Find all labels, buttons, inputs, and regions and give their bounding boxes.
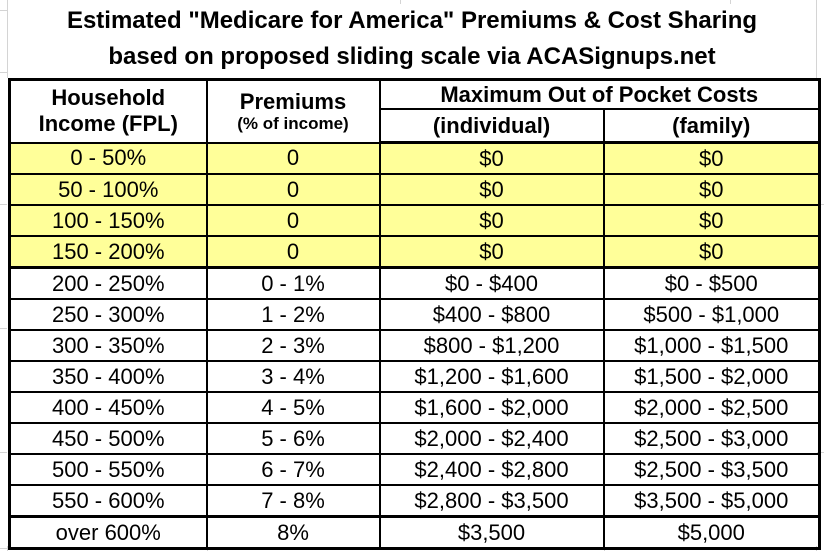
- cell-moop-individual: $0: [380, 143, 604, 175]
- header-moop: Maximum Out of Pocket Costs: [380, 80, 820, 110]
- cell-moop-family: $0: [604, 143, 820, 175]
- table-row: [10, 485, 820, 517]
- header-premiums: [207, 80, 380, 143]
- header-moop-family: (family): [604, 109, 820, 143]
- table-row: [10, 174, 820, 205]
- cell-moop-individual: $3,500: [380, 517, 604, 549]
- header-household-income: [10, 80, 207, 143]
- table-row: [10, 143, 820, 175]
- cell-household-income: over 600%: [10, 517, 207, 549]
- title-block: [0, 3, 824, 75]
- cell-moop-individual: $2,000 - $2,400: [380, 423, 604, 454]
- title-line-1: Estimated "Medicare for America" Premiums & Cost Sharing: [66, 7, 758, 34]
- cell-premium: 4 - 5%: [207, 392, 380, 423]
- header-premiums-sublabel: (% of income): [237, 113, 349, 133]
- cell-moop-individual: $400 - $800: [380, 299, 604, 330]
- cell-moop-family: $2,500 - $3,500: [604, 454, 820, 485]
- cell-premium: 7 - 8%: [207, 485, 380, 517]
- cell-household-income: 550 - 600%: [10, 485, 207, 517]
- cell-household-income: 0 - 50%: [10, 143, 207, 175]
- spreadsheet-gridline: [0, 328, 7, 329]
- cell-household-income: 500 - 550%: [10, 454, 207, 485]
- cell-moop-family: $2,500 - $3,000: [604, 423, 820, 454]
- table-row: [10, 517, 820, 549]
- cell-moop-individual: $2,400 - $2,800: [380, 454, 604, 485]
- cell-moop-individual: $0: [380, 205, 604, 236]
- table-row: [10, 299, 820, 330]
- cell-moop-family: $1,000 - $1,500: [604, 330, 820, 361]
- spreadsheet-gridline: [0, 452, 7, 453]
- cell-household-income: 250 - 300%: [10, 299, 207, 330]
- premiums-cost-sharing-table: [8, 78, 821, 550]
- cell-premium: 0: [207, 205, 380, 236]
- cell-premium: 2 - 3%: [207, 330, 380, 361]
- table-row: [10, 423, 820, 454]
- cell-household-income: 400 - 450%: [10, 392, 207, 423]
- cell-premium: 0: [207, 143, 380, 175]
- cell-moop-family: $2,000 - $2,500: [604, 392, 820, 423]
- cell-moop-family: $500 - $1,000: [604, 299, 820, 330]
- cell-premium: 0 - 1%: [207, 268, 380, 300]
- cell-moop-family: $5,000: [604, 517, 820, 549]
- spreadsheet-gridline: [0, 548, 7, 549]
- cell-moop-individual: $1,200 - $1,600: [380, 361, 604, 392]
- cell-moop-family: $0: [604, 205, 820, 236]
- cell-moop-family: $3,500 - $5,000: [604, 485, 820, 517]
- title-line-2: based on proposed sliding scale via ACASignups.net: [108, 43, 716, 70]
- cell-moop-family: $1,500 - $2,000: [604, 361, 820, 392]
- cell-moop-individual: $2,800 - $3,500: [380, 485, 604, 517]
- table-row: [10, 392, 820, 423]
- table-body: [10, 80, 820, 549]
- cell-household-income: 50 - 100%: [10, 174, 207, 205]
- header-row-1: [10, 80, 820, 110]
- cell-premium: 0: [207, 174, 380, 205]
- cell-moop-family: $0 - $500: [604, 268, 820, 300]
- table-row: [10, 330, 820, 361]
- cell-household-income: 350 - 400%: [10, 361, 207, 392]
- cell-moop-family: $0: [604, 236, 820, 268]
- header-household-income-line1: Household: [51, 84, 166, 110]
- header-household-income-line2: Income (FPL): [38, 111, 178, 137]
- cell-premium: 8%: [207, 517, 380, 549]
- cell-moop-individual: $1,600 - $2,000: [380, 392, 604, 423]
- cell-moop-individual: $800 - $1,200: [380, 330, 604, 361]
- table-row: [10, 361, 820, 392]
- table-row: [10, 205, 820, 236]
- cell-premium: 1 - 2%: [207, 299, 380, 330]
- cell-household-income: 150 - 200%: [10, 236, 207, 268]
- cell-moop-family: $0: [604, 174, 820, 205]
- table-row: [10, 454, 820, 485]
- header-moop-individual: (individual): [380, 109, 604, 143]
- cell-premium: 3 - 4%: [207, 361, 380, 392]
- cell-premium: 0: [207, 236, 380, 268]
- cell-premium: 6 - 7%: [207, 454, 380, 485]
- cell-household-income: 100 - 150%: [10, 205, 207, 236]
- cell-moop-individual: $0: [380, 236, 604, 268]
- spreadsheet-gridline: [0, 204, 7, 205]
- table-row: [10, 268, 820, 300]
- cell-moop-individual: $0: [380, 174, 604, 205]
- cell-household-income: 450 - 500%: [10, 423, 207, 454]
- cell-household-income: 200 - 250%: [10, 268, 207, 300]
- cell-premium: 5 - 6%: [207, 423, 380, 454]
- cell-moop-individual: $0 - $400: [380, 268, 604, 300]
- cell-household-income: 300 - 350%: [10, 330, 207, 361]
- header-premiums-label: Premiums: [239, 89, 347, 115]
- table-row: [10, 236, 820, 268]
